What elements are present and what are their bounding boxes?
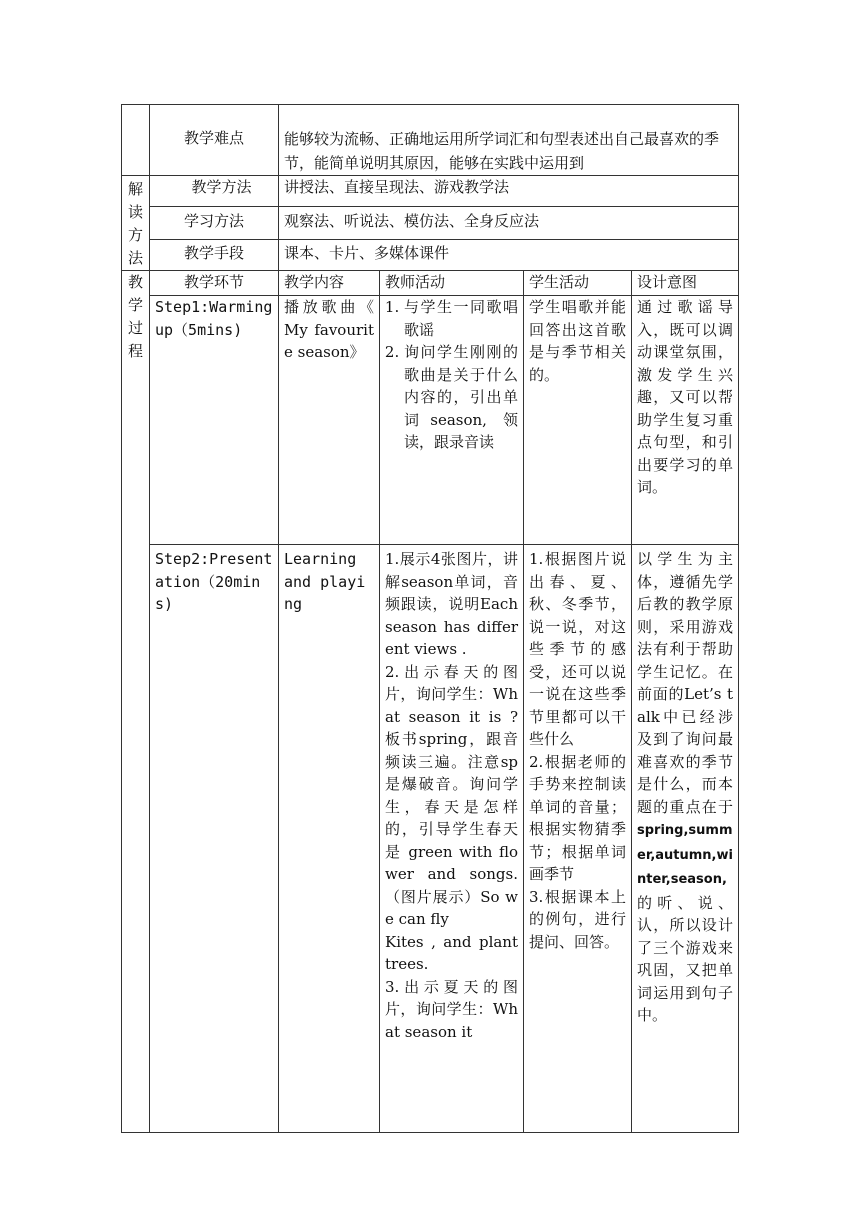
learning-method-label: 学习方法 [150,206,279,240]
header-intent: 设计意图 [632,271,739,296]
step1-student: 学生唱歌并能回答出这首歌是与季节相关的。 [524,296,632,545]
step2-intent-part-c: 的听、说、认，所以设计了三个游戏来巩固，又把单词运用到句子中。 [637,893,734,1024]
step1-stage: Step1:Warming up（5mins) [150,296,279,545]
step2-student: 1.根据图片说出春、夏、秋、冬季节，说一说，对这些季节的感受，还可以说一说在这些季节里都可以干些什么 2.根据老师的手势来控制读单词的音量；根据实物猜季节；根据单词画季节 3.根据课本上的例句，进行提问、回答。 [524,545,632,1133]
step2-intent-words: spring,summer,autumn,winter,season, [637,823,733,887]
step1-teacher-item: 2. 询问学生刚刚的歌曲是关于什么内容的，引出单词season, 领读，跟录音读 [404,341,518,454]
row-learning-method [122,206,739,240]
header-student: 学生活动 [524,271,632,296]
teaching-method-label: 教学方法 [150,176,279,207]
learning-method-text: 观察法、听说法、模仿法、全身反应法 [279,206,739,240]
step2-stage: Step2:Presentation（20mins) [150,545,279,1133]
difficulty-text: 能够较为流畅、正确地运用所学词汇和句型表述出自己最喜欢的季节，能简单说明其原因，能够在实践中运用到 [279,105,739,176]
step2-teacher: 1.展示4张图片，讲解season单词，音频跟读，说明Each season has different views . 2.出示春天的图片，询问学生：What season it is ? 板书spring，跟音频读三遍。注意sp是爆破音。询问学生，春天是怎样的，引导学生春天是 green with flower and songs.（图片展示）So we can fly Kites , and plant trees. 3.出示夏天的图片，询问学生：What season it [380,545,524,1133]
step1-intent: 通过歌谣导入，既可以调动课堂氛围，激发学生兴趣，又可以帮助学生复习重点句型，和引出要学习的单词。 [632,296,739,545]
lesson-plan-table [121,104,739,1133]
step1-content: 播放歌曲《 My favourite season》 [279,296,380,545]
step-row-1 [122,296,739,545]
step2-content: Learning and playing [279,545,380,1133]
process-header-row [122,271,739,296]
step1-teacher-list [382,296,518,454]
methods-group-label: 解读方法 [122,176,150,271]
difficulty-label: 教学难点 [150,105,279,176]
teaching-method-text: 讲授法、直接呈现法、游戏教学法 [279,176,739,207]
row-teaching-means [122,240,739,271]
step2-intent [632,545,739,1133]
row-teaching-method [122,176,739,207]
header-content: 教学内容 [279,271,380,296]
header-stage: 教学环节 [150,271,279,296]
row-difficulty [122,105,739,176]
group-cell-empty [122,105,150,176]
step1-teacher-item: 1. 与学生一同歌唱歌谣 [404,296,518,341]
step1-teacher [380,296,524,545]
teaching-means-label: 教学手段 [150,240,279,271]
teaching-means-text: 课本、卡片、多媒体课件 [279,240,739,271]
process-group-label: 教学过程 [122,271,150,1133]
step-row-2 [122,545,739,1133]
header-teacher: 教师活动 [380,271,524,296]
step2-intent-part-a: 以学生为主体，遵循先学后教的教学原则，采用游戏法有利于帮助学生记忆。在前面的Let’s talk中已经涉及到了询问最难喜欢的季节是什么，而本题的重点在于 [637,550,734,816]
